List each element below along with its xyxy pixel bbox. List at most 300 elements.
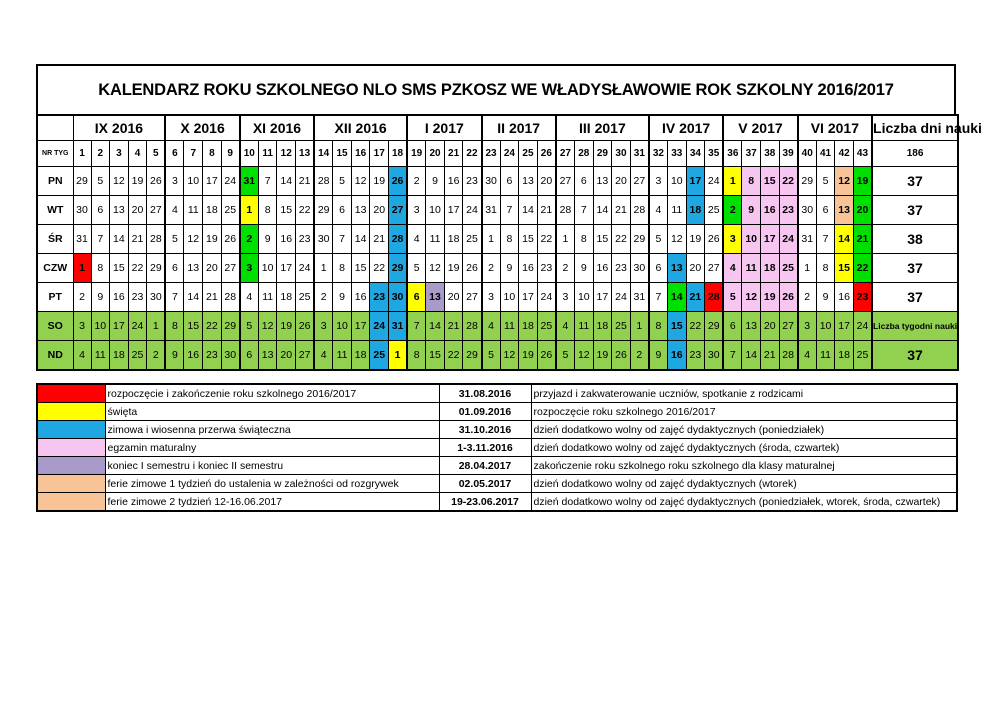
day-name: PT: [37, 283, 73, 312]
date-cell: 24: [221, 167, 240, 196]
date-cell: 13: [519, 167, 538, 196]
date-cell: 16: [667, 341, 686, 371]
date-cell: 9: [165, 341, 184, 371]
date-cell: 26: [705, 225, 724, 254]
date-cell: 13: [742, 312, 761, 341]
legend-label: egzamin maturalny: [105, 439, 439, 457]
date-cell: 10: [91, 312, 110, 341]
date-cell: 13: [426, 283, 445, 312]
date-cell: 26: [221, 225, 240, 254]
week-number: 22: [463, 141, 482, 167]
date-cell: 17: [277, 254, 296, 283]
week-number: 43: [853, 141, 872, 167]
date-cell: 9: [426, 167, 445, 196]
date-cell: 15: [277, 196, 296, 225]
date-cell: 28: [630, 196, 649, 225]
date-cell: 2: [482, 254, 501, 283]
date-cell: 30: [482, 167, 501, 196]
date-cell: 8: [165, 312, 184, 341]
legend-row: [37, 403, 957, 421]
date-cell: 12: [500, 341, 519, 371]
week-number: 26: [537, 141, 556, 167]
date-cell: 22: [203, 312, 222, 341]
date-cell: 1: [314, 254, 333, 283]
week-number: 31: [630, 141, 649, 167]
legend-swatch: [37, 403, 105, 421]
legend-label: koniec I semestru i koniec II semestru: [105, 457, 439, 475]
month-header: IX 2016: [73, 115, 165, 141]
date-cell: 13: [184, 254, 203, 283]
count-header: Liczba dni nauki: [872, 115, 958, 141]
date-cell: 18: [110, 341, 129, 371]
date-cell: 26: [779, 283, 798, 312]
date-cell: 18: [760, 254, 779, 283]
date-cell: 8: [91, 254, 110, 283]
date-cell: 6: [333, 196, 352, 225]
date-cell: 4: [240, 283, 259, 312]
week-number: 20: [426, 141, 445, 167]
event-date: 19-23.06.2017: [439, 493, 531, 512]
date-cell: 18: [444, 225, 463, 254]
date-cell: 2: [314, 283, 333, 312]
date-cell: 24: [853, 312, 872, 341]
date-cell: 12: [835, 167, 854, 196]
date-cell: 19: [128, 167, 147, 196]
date-cell: 4: [649, 196, 668, 225]
date-cell: 27: [463, 283, 482, 312]
event-description: zakończenie roku szkolnego roku szkolnego dla klasy maturalnej: [531, 457, 957, 475]
event-description: rozpoczęcie roku szkolnego 2016/2017: [531, 403, 957, 421]
date-cell: 21: [537, 196, 556, 225]
day-name: ŚR: [37, 225, 73, 254]
date-cell: 26: [463, 254, 482, 283]
date-cell: 23: [686, 341, 705, 371]
date-cell: 13: [835, 196, 854, 225]
date-cell: 25: [537, 312, 556, 341]
day-name: SO: [37, 312, 73, 341]
day-count: 37: [872, 283, 958, 312]
date-cell: 11: [500, 312, 519, 341]
legend-swatch: [37, 457, 105, 475]
date-cell: 24: [296, 254, 315, 283]
date-cell: 19: [593, 341, 612, 371]
week-number: 5: [147, 141, 166, 167]
date-cell: 23: [370, 283, 389, 312]
date-cell: 3: [798, 312, 817, 341]
date-cell: 21: [296, 167, 315, 196]
week-number: 9: [221, 141, 240, 167]
date-cell: 14: [593, 196, 612, 225]
date-cell: 10: [333, 312, 352, 341]
date-cell: 27: [630, 167, 649, 196]
date-cell: 12: [258, 312, 277, 341]
date-cell: 5: [482, 341, 501, 371]
date-cell: 5: [91, 167, 110, 196]
legend-label: zimowa i wiosenna przerwa świąteczna: [105, 421, 439, 439]
date-cell: 15: [667, 312, 686, 341]
date-cell: 7: [649, 283, 668, 312]
event-description: dzień dodatkowo wolny od zajęć dydaktycznych (wtorek): [531, 475, 957, 493]
week-number: 10: [240, 141, 259, 167]
week-number: 4: [128, 141, 147, 167]
date-cell: 19: [853, 167, 872, 196]
week-number: 38: [760, 141, 779, 167]
date-cell: 22: [612, 225, 631, 254]
date-cell: 1: [240, 196, 259, 225]
week-number: 36: [723, 141, 742, 167]
date-cell: 21: [612, 196, 631, 225]
date-cell: 29: [147, 254, 166, 283]
date-cell: 4: [482, 312, 501, 341]
date-cell: 6: [91, 196, 110, 225]
date-cell: 14: [519, 196, 538, 225]
date-cell: 25: [128, 341, 147, 371]
date-cell: 5: [723, 283, 742, 312]
date-cell: 3: [240, 254, 259, 283]
date-cell: 16: [519, 254, 538, 283]
date-cell: 28: [705, 283, 724, 312]
week-number: 42: [835, 141, 854, 167]
day-row: [37, 341, 958, 371]
date-cell: 16: [277, 225, 296, 254]
date-cell: 26: [147, 167, 166, 196]
date-cell: 19: [203, 225, 222, 254]
date-cell: 18: [593, 312, 612, 341]
date-cell: 9: [333, 283, 352, 312]
date-cell: 19: [370, 167, 389, 196]
month-header: III 2017: [556, 115, 649, 141]
date-cell: 30: [389, 283, 408, 312]
date-cell: 31: [389, 312, 408, 341]
date-cell: 8: [649, 312, 668, 341]
date-cell: 24: [128, 312, 147, 341]
date-cell: 22: [537, 225, 556, 254]
week-number: 29: [593, 141, 612, 167]
date-cell: 17: [444, 196, 463, 225]
date-cell: 6: [816, 196, 835, 225]
day-count: 37: [872, 254, 958, 283]
month-header: VI 2017: [798, 115, 872, 141]
date-cell: 1: [389, 341, 408, 371]
date-cell: 28: [314, 167, 333, 196]
week-number: 8: [203, 141, 222, 167]
day-row: [37, 225, 958, 254]
date-cell: 27: [779, 312, 798, 341]
legend-row: [37, 439, 957, 457]
date-cell: 26: [612, 341, 631, 371]
date-cell: 22: [370, 254, 389, 283]
date-cell: 28: [779, 341, 798, 371]
date-cell: 14: [351, 225, 370, 254]
date-cell: 3: [407, 196, 426, 225]
legend-row: [37, 493, 957, 512]
date-cell: 12: [574, 341, 593, 371]
date-cell: 22: [296, 196, 315, 225]
legend-label: święta: [105, 403, 439, 421]
date-cell: 29: [389, 254, 408, 283]
date-cell: 13: [110, 196, 129, 225]
date-cell: 7: [723, 341, 742, 371]
week-number: 14: [314, 141, 333, 167]
date-cell: 4: [314, 341, 333, 371]
date-cell: 5: [333, 167, 352, 196]
week-number: 13: [296, 141, 315, 167]
date-cell: 7: [574, 196, 593, 225]
event-date: 02.05.2017: [439, 475, 531, 493]
date-cell: 19: [760, 283, 779, 312]
month-header: XII 2016: [314, 115, 407, 141]
date-cell: 11: [426, 225, 445, 254]
day-count: 37: [872, 196, 958, 225]
date-cell: 14: [184, 283, 203, 312]
legend-swatch: [37, 493, 105, 512]
date-cell: 4: [798, 341, 817, 371]
date-cell: 7: [333, 225, 352, 254]
date-cell: 6: [240, 341, 259, 371]
date-cell: 18: [203, 196, 222, 225]
date-cell: 19: [444, 254, 463, 283]
date-cell: 11: [91, 341, 110, 371]
date-cell: 9: [742, 196, 761, 225]
date-cell: 25: [370, 341, 389, 371]
week-number: 28: [574, 141, 593, 167]
date-cell: 23: [537, 254, 556, 283]
week-number: 3: [110, 141, 129, 167]
legend-label: rozpoczęcie i zakończenie roku szkolnego 2016/2017: [105, 384, 439, 403]
date-cell: 7: [407, 312, 426, 341]
day-row: [37, 167, 958, 196]
week-number: 21: [444, 141, 463, 167]
date-cell: 10: [574, 283, 593, 312]
date-cell: 16: [110, 283, 129, 312]
date-cell: 9: [500, 254, 519, 283]
page-title: KALENDARZ ROKU SZKOLNEGO NLO SMS PZKOSZ WE WŁADYSŁAWOWIE ROK SZKOLNY 2016/2017: [36, 64, 956, 114]
legend-row: [37, 384, 957, 403]
event-date: 1-3.11.2016: [439, 439, 531, 457]
date-cell: 22: [444, 341, 463, 371]
date-cell: 21: [686, 283, 705, 312]
week-number: 37: [742, 141, 761, 167]
date-cell: 11: [333, 341, 352, 371]
date-cell: 27: [296, 341, 315, 371]
date-cell: 14: [667, 283, 686, 312]
date-cell: 29: [630, 225, 649, 254]
date-cell: 27: [556, 167, 575, 196]
date-cell: 20: [203, 254, 222, 283]
date-cell: 10: [500, 283, 519, 312]
date-cell: 6: [723, 312, 742, 341]
date-cell: 22: [779, 167, 798, 196]
event-date: 01.09.2016: [439, 403, 531, 421]
date-cell: 7: [500, 196, 519, 225]
date-cell: 23: [853, 283, 872, 312]
date-cell: 17: [760, 225, 779, 254]
date-cell: 2: [73, 283, 91, 312]
date-cell: 21: [128, 225, 147, 254]
date-cell: 15: [593, 225, 612, 254]
date-cell: 20: [444, 283, 463, 312]
legend-label: ferie zimowe 2 tydzień 12-16.06.2017: [105, 493, 439, 512]
date-cell: 23: [203, 341, 222, 371]
date-cell: 11: [742, 254, 761, 283]
calendar-document: [36, 64, 982, 512]
week-number: 19: [407, 141, 426, 167]
date-cell: 18: [277, 283, 296, 312]
date-cell: 31: [798, 225, 817, 254]
date-cell: 29: [463, 341, 482, 371]
date-cell: 12: [351, 167, 370, 196]
date-cell: 13: [667, 254, 686, 283]
date-cell: 3: [314, 312, 333, 341]
date-cell: 29: [73, 167, 91, 196]
legend-swatch: [37, 384, 105, 403]
week-number-label: NR TYG: [37, 141, 73, 167]
date-cell: 11: [258, 283, 277, 312]
day-count: 38: [872, 225, 958, 254]
date-cell: 7: [165, 283, 184, 312]
date-cell: 22: [853, 254, 872, 283]
date-cell: 17: [110, 312, 129, 341]
date-cell: 11: [184, 196, 203, 225]
day-count: 37: [872, 341, 958, 371]
date-cell: 24: [537, 283, 556, 312]
date-cell: 1: [73, 254, 91, 283]
date-cell: 2: [240, 225, 259, 254]
date-cell: 15: [835, 254, 854, 283]
date-cell: 16: [444, 167, 463, 196]
date-cell: 7: [91, 225, 110, 254]
date-cell: 16: [184, 341, 203, 371]
date-cell: 10: [742, 225, 761, 254]
day-row: [37, 196, 958, 225]
week-number: 17: [370, 141, 389, 167]
day-name: WT: [37, 196, 73, 225]
date-cell: 27: [705, 254, 724, 283]
date-cell: 6: [165, 254, 184, 283]
date-cell: 20: [612, 167, 631, 196]
date-cell: 9: [258, 225, 277, 254]
date-cell: 13: [258, 341, 277, 371]
date-cell: 17: [203, 167, 222, 196]
date-cell: 15: [184, 312, 203, 341]
corner-cell: [37, 115, 73, 141]
date-cell: 12: [110, 167, 129, 196]
date-cell: 23: [463, 167, 482, 196]
date-cell: 5: [556, 341, 575, 371]
week-number: 27: [556, 141, 575, 167]
date-cell: 6: [407, 283, 426, 312]
date-cell: 8: [816, 254, 835, 283]
date-cell: 31: [73, 225, 91, 254]
date-cell: 12: [426, 254, 445, 283]
date-cell: 15: [110, 254, 129, 283]
date-cell: 3: [723, 225, 742, 254]
date-cell: 9: [574, 254, 593, 283]
date-cell: 5: [165, 225, 184, 254]
date-cell: 20: [277, 341, 296, 371]
week-number: 39: [779, 141, 798, 167]
date-cell: 17: [519, 283, 538, 312]
date-cell: 6: [574, 167, 593, 196]
date-cell: 19: [686, 225, 705, 254]
date-cell: 12: [742, 283, 761, 312]
legend-swatch: [37, 421, 105, 439]
date-cell: 29: [705, 312, 724, 341]
date-cell: 13: [351, 196, 370, 225]
date-cell: 10: [184, 167, 203, 196]
date-cell: 31: [482, 196, 501, 225]
date-cell: 3: [165, 167, 184, 196]
date-cell: 21: [760, 341, 779, 371]
date-cell: 11: [574, 312, 593, 341]
date-cell: 2: [147, 341, 166, 371]
week-number: 16: [351, 141, 370, 167]
date-cell: 8: [407, 341, 426, 371]
date-cell: 23: [612, 254, 631, 283]
date-cell: 9: [649, 341, 668, 371]
legend-row: [37, 475, 957, 493]
date-cell: 28: [556, 196, 575, 225]
calendar-table: [36, 114, 982, 371]
date-cell: 20: [537, 167, 556, 196]
date-cell: 8: [742, 167, 761, 196]
date-cell: 28: [389, 225, 408, 254]
event-description: przyjazd i zakwaterowanie uczniów, spotkanie z rodzicami: [531, 384, 957, 403]
week-number: 30: [612, 141, 631, 167]
week-number: 2: [91, 141, 110, 167]
date-cell: 10: [667, 167, 686, 196]
legend-table: [36, 383, 958, 512]
date-cell: 8: [500, 225, 519, 254]
date-cell: 21: [853, 225, 872, 254]
event-date: 31.08.2016: [439, 384, 531, 403]
date-cell: 26: [537, 341, 556, 371]
date-cell: 24: [705, 167, 724, 196]
date-cell: 9: [816, 283, 835, 312]
date-cell: 2: [798, 283, 817, 312]
date-cell: 20: [853, 196, 872, 225]
week-number: 11: [258, 141, 277, 167]
date-cell: 1: [798, 254, 817, 283]
date-cell: 21: [203, 283, 222, 312]
date-cell: 1: [723, 167, 742, 196]
date-cell: 15: [426, 341, 445, 371]
date-cell: 1: [556, 225, 575, 254]
date-cell: 27: [147, 196, 166, 225]
date-cell: 20: [760, 312, 779, 341]
date-cell: 17: [835, 312, 854, 341]
date-cell: 23: [779, 196, 798, 225]
week-number: 33: [667, 141, 686, 167]
date-cell: 2: [556, 254, 575, 283]
date-cell: 5: [649, 225, 668, 254]
date-cell: 14: [835, 225, 854, 254]
date-cell: 14: [742, 341, 761, 371]
day-name: CZW: [37, 254, 73, 283]
month-header: V 2017: [723, 115, 797, 141]
date-cell: 24: [612, 283, 631, 312]
date-cell: 14: [110, 225, 129, 254]
date-cell: 17: [686, 167, 705, 196]
event-description: dzień dodatkowo wolny od zajęć dydaktycznych (poniedziałek, wtorek, środa, czwartek): [531, 493, 957, 512]
date-cell: 15: [760, 167, 779, 196]
legend-row: [37, 421, 957, 439]
date-cell: 30: [73, 196, 91, 225]
date-cell: 20: [686, 254, 705, 283]
date-cell: 6: [500, 167, 519, 196]
week-number: 18: [389, 141, 408, 167]
date-cell: 3: [482, 283, 501, 312]
